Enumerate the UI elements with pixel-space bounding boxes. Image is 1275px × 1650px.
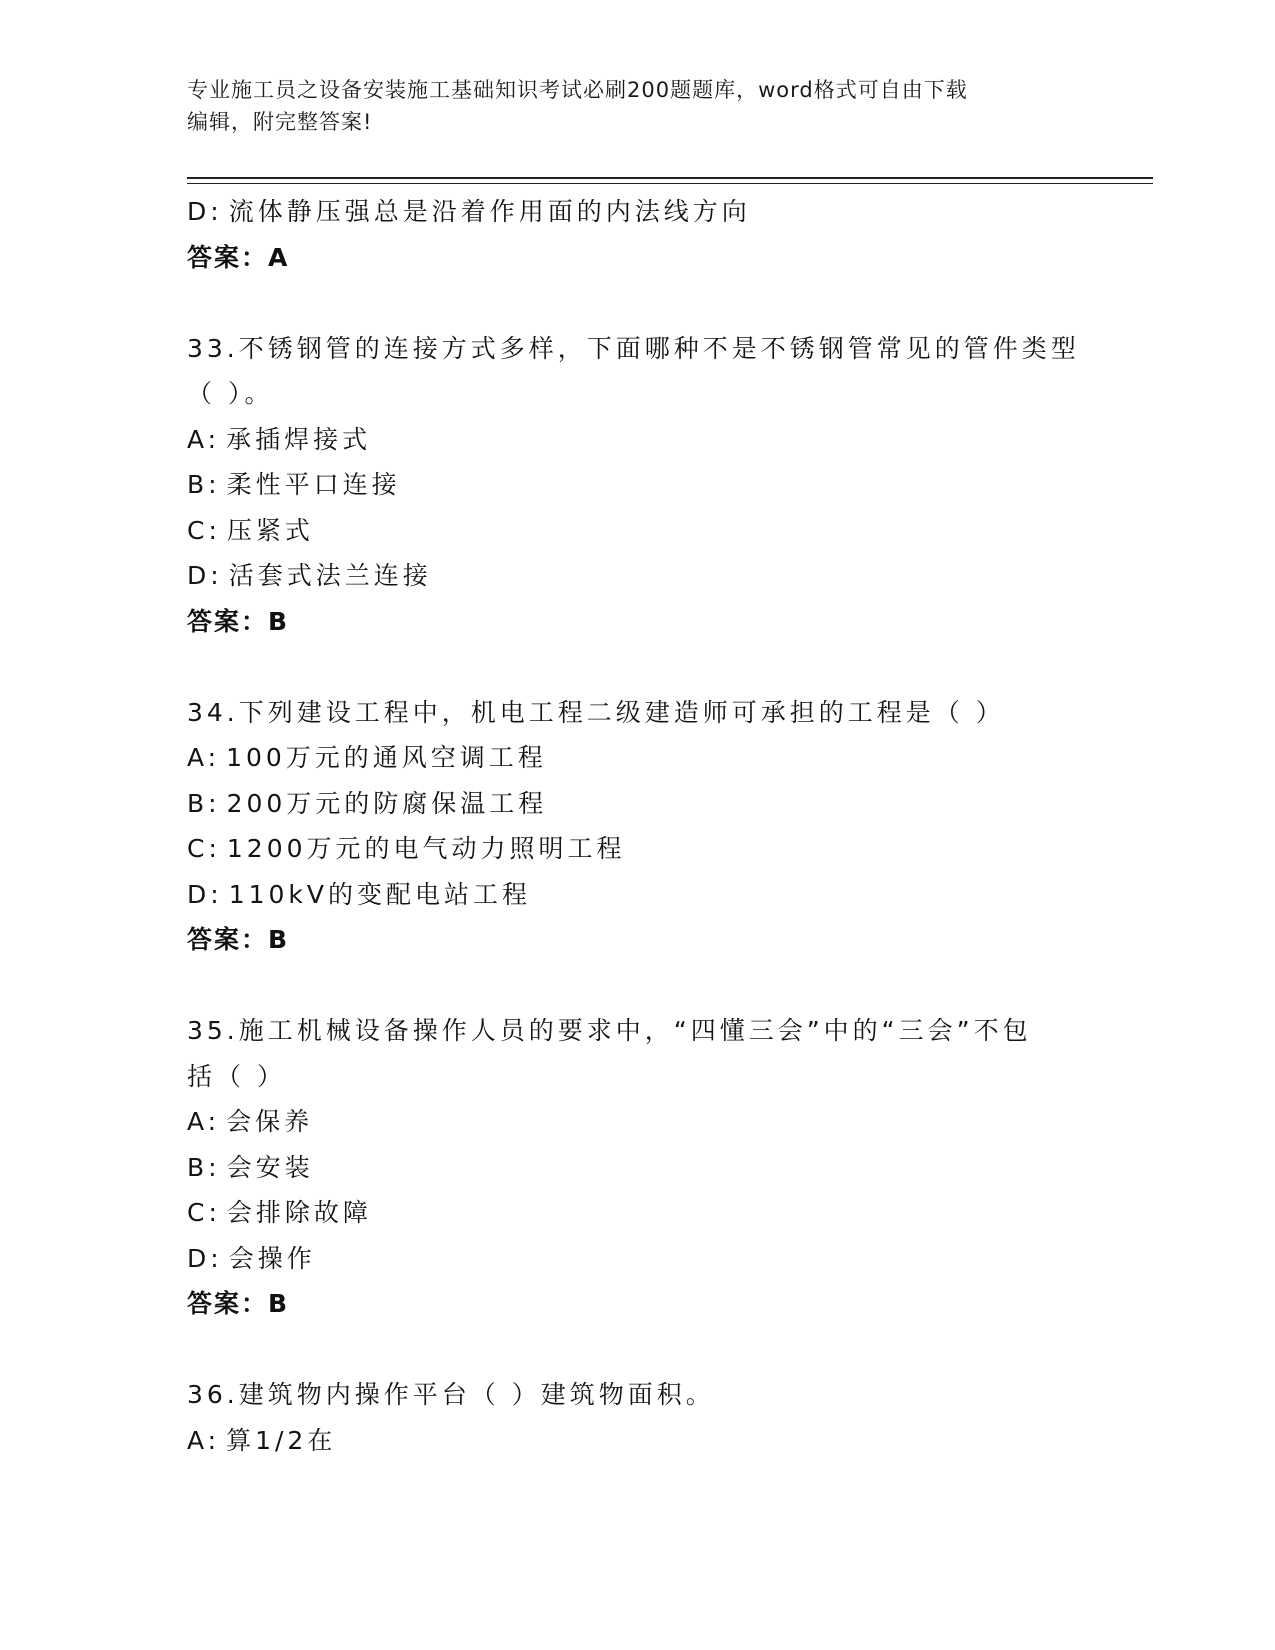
option-d (187, 1236, 1087, 1282)
option-label: D: (187, 1243, 223, 1273)
option-label: A: (187, 1107, 221, 1136)
question-34 (187, 690, 1087, 963)
header-line-2: 编辑，附完整答案! (187, 110, 373, 134)
option-text: 会安装 (226, 1152, 314, 1182)
question-content (187, 189, 1087, 1463)
option-text: 流体静压强总是沿着作用面的内法线方向 (228, 197, 751, 226)
question-stem-continued: （ ）。 (187, 379, 274, 408)
option-d (187, 872, 1087, 918)
option-text: 柔性平口连接 (226, 470, 401, 499)
header-line-1: 专业施工员之设备安装施工基础知识考试必刷200题题库，word格式可自由下载 (187, 78, 968, 102)
option-d (187, 189, 1087, 235)
option-label: C: (187, 834, 221, 863)
answer-line: 答案：B (187, 606, 290, 636)
option-text: 算1/2在 (226, 1425, 337, 1455)
question-36 (187, 1372, 1087, 1463)
option-a (187, 1418, 1087, 1464)
option-b (187, 781, 1087, 827)
option-text: 200万元的防腐保温工程 (226, 788, 548, 818)
option-text: 活套式法兰连接 (228, 561, 432, 590)
question-stem: 33.不锈钢管的连接方式多样，下面哪种不是不锈钢管常见的管件类型 (187, 333, 1080, 363)
option-label: B: (187, 470, 221, 499)
option-label: D: (187, 561, 223, 590)
option-label: D: (187, 879, 223, 909)
option-text: 压紧式 (226, 515, 314, 545)
option-text: 承插焊接式 (226, 424, 372, 454)
option-c (187, 508, 1087, 554)
option-text: 会排除故障 (226, 1198, 372, 1227)
option-text: 100万元的通风空调工程 (226, 743, 547, 772)
option-c (187, 826, 1087, 872)
option-text: 110kV的变配电站工程 (228, 879, 531, 909)
option-label: A: (187, 424, 221, 454)
option-label: B: (187, 788, 221, 818)
option-label: C: (187, 515, 221, 545)
option-text: 会操作 (228, 1243, 316, 1273)
question-stem-continued: 括（ ） (187, 1061, 286, 1091)
option-text: 会保养 (226, 1107, 314, 1136)
option-b (187, 462, 1087, 508)
option-a (187, 1099, 1087, 1145)
header-divider-thin (187, 183, 1153, 184)
option-a (187, 735, 1087, 781)
option-d (187, 553, 1087, 599)
option-label: A: (187, 743, 221, 772)
question-stem: 36.建筑物内操作平台（ ）建筑物面积。 (187, 1380, 715, 1409)
option-b (187, 1145, 1087, 1191)
question-stem: 35.施工机械设备操作人员的要求中，“四懂三会”中的“三会”不包 (187, 1016, 1032, 1045)
option-label: D: (187, 197, 223, 226)
option-a (187, 417, 1087, 463)
prev-question-tail (187, 189, 1087, 280)
answer-line: 答案：B (187, 1289, 290, 1318)
option-label: C: (187, 1198, 221, 1227)
option-label: A: (187, 1425, 221, 1455)
document-header (187, 74, 1087, 138)
question-33 (187, 326, 1087, 645)
answer-line: 答案：A (187, 242, 290, 272)
question-35 (187, 1008, 1087, 1327)
option-text: 1200万元的电气动力照明工程 (226, 834, 626, 863)
answer-line: 答案：B (187, 925, 290, 954)
option-c (187, 1190, 1087, 1236)
question-stem: 34.下列建设工程中，机电工程二级建造师可承担的工程是（ ） (187, 697, 1005, 727)
option-label: B: (187, 1152, 221, 1182)
header-divider-thick (187, 177, 1153, 179)
